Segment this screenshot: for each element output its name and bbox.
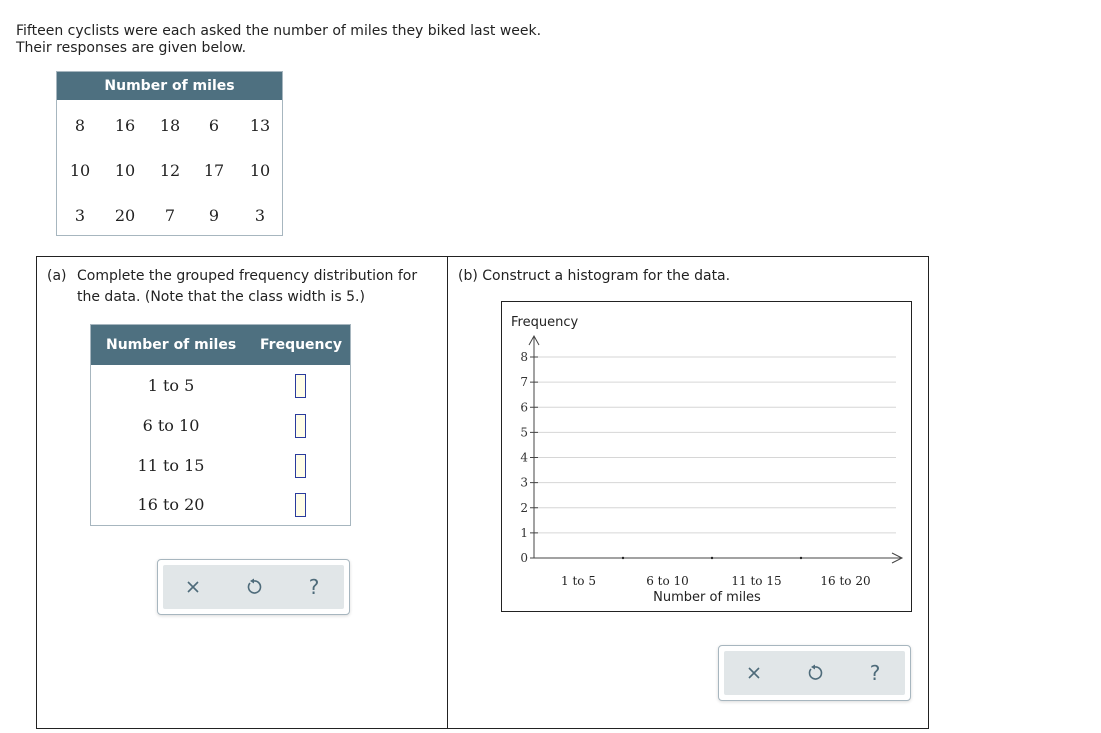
data-cell: 10: [249, 161, 271, 180]
histogram-svg[interactable]: [502, 302, 911, 611]
class-label: 16 to 20: [137, 495, 205, 514]
data-table-header: Number of miles: [57, 72, 282, 100]
x-tick-dot: [622, 557, 624, 559]
y-axis-label: Frequency: [511, 315, 579, 330]
data-cell: 12: [159, 161, 181, 180]
y-tick-label: 6: [520, 400, 528, 415]
data-table: [56, 71, 283, 236]
data-cell: 18: [159, 116, 181, 135]
frequency-input[interactable]: [295, 414, 306, 438]
x-tick-label: 11 to 15: [731, 574, 782, 588]
help-button[interactable]: ?: [869, 661, 881, 685]
intro-line-1: Fifteen cyclists were each asked the number of miles they biked last week.: [16, 23, 542, 39]
frequency-row: [91, 493, 350, 517]
data-table-row: [57, 161, 282, 181]
part-b-prompt: [458, 266, 730, 287]
data-cell: 6: [208, 116, 220, 135]
data-cell: 13: [249, 116, 271, 135]
frequency-input[interactable]: [295, 374, 306, 398]
undo-button[interactable]: [795, 659, 835, 687]
problem-intro: [16, 23, 541, 57]
part-a-text: Complete the grouped frequency distribution for the data. (Note that the class width is 5.): [77, 268, 418, 305]
frequency-row: [91, 374, 350, 398]
data-cell: 8: [74, 116, 86, 135]
y-tick-label: 2: [520, 500, 528, 515]
y-tick-label: 0: [520, 551, 528, 565]
part-a-toolbar: [157, 559, 350, 615]
data-cell: 3: [74, 206, 86, 225]
x-tick-label: 1 to 5: [561, 574, 596, 588]
frequency-table-header: [91, 325, 350, 365]
data-cell: 17: [203, 161, 225, 180]
undo-button[interactable]: [234, 573, 274, 601]
intro-line-2: Their responses are given below.: [16, 40, 247, 56]
data-table-row: [57, 206, 282, 226]
data-cell: 20: [114, 206, 136, 225]
col-number-of-miles: Number of miles: [106, 337, 237, 353]
class-label: 11 to 15: [137, 456, 205, 475]
y-tick-label: 7: [520, 375, 528, 390]
col-frequency: Frequency: [260, 337, 342, 353]
y-tick-label: 5: [520, 425, 528, 440]
data-cell: 10: [69, 161, 91, 180]
frequency-input[interactable]: [295, 493, 306, 517]
data-cell: 16: [114, 116, 136, 135]
x-icon: [185, 579, 201, 595]
data-table-row: [57, 116, 282, 136]
undo-icon: [245, 578, 263, 596]
undo-icon: [806, 664, 824, 682]
clear-button[interactable]: [173, 573, 213, 601]
data-cell: 9: [208, 206, 220, 225]
frequency-input[interactable]: [295, 454, 306, 478]
part-b-label: (b): [458, 268, 478, 284]
panel-divider: [447, 256, 448, 729]
x-tick-dot: [800, 557, 802, 559]
data-cell: 10: [114, 161, 136, 180]
data-cell: 7: [164, 206, 176, 225]
frequency-row: [91, 414, 350, 438]
y-tick-label: 8: [520, 350, 528, 364]
x-icon: [746, 665, 762, 681]
toolbar-inner: [724, 651, 905, 695]
part-b-text: Construct a histogram for the data.: [482, 268, 731, 284]
data-cell: 3: [254, 206, 266, 225]
toolbar-inner: [163, 565, 344, 609]
x-axis-label: Number of miles: [653, 590, 761, 605]
class-label: 1 to 5: [147, 376, 195, 395]
y-tick-label: 3: [520, 475, 528, 490]
help-button[interactable]: ?: [308, 575, 320, 599]
frequency-row: [91, 454, 350, 478]
class-label: 6 to 10: [142, 416, 200, 435]
x-tick-label: 6 to 10: [646, 574, 689, 588]
clear-button[interactable]: [734, 659, 774, 687]
histogram-chart[interactable]: [501, 301, 912, 612]
part-b-toolbar: [718, 645, 911, 701]
x-tick-label: 16 to 20: [820, 574, 871, 588]
y-tick-label: 1: [520, 525, 528, 540]
x-tick-dot: [711, 557, 713, 559]
y-tick-label: 4: [520, 450, 528, 465]
frequency-table: [90, 324, 351, 526]
part-a-label: (a): [47, 268, 67, 284]
